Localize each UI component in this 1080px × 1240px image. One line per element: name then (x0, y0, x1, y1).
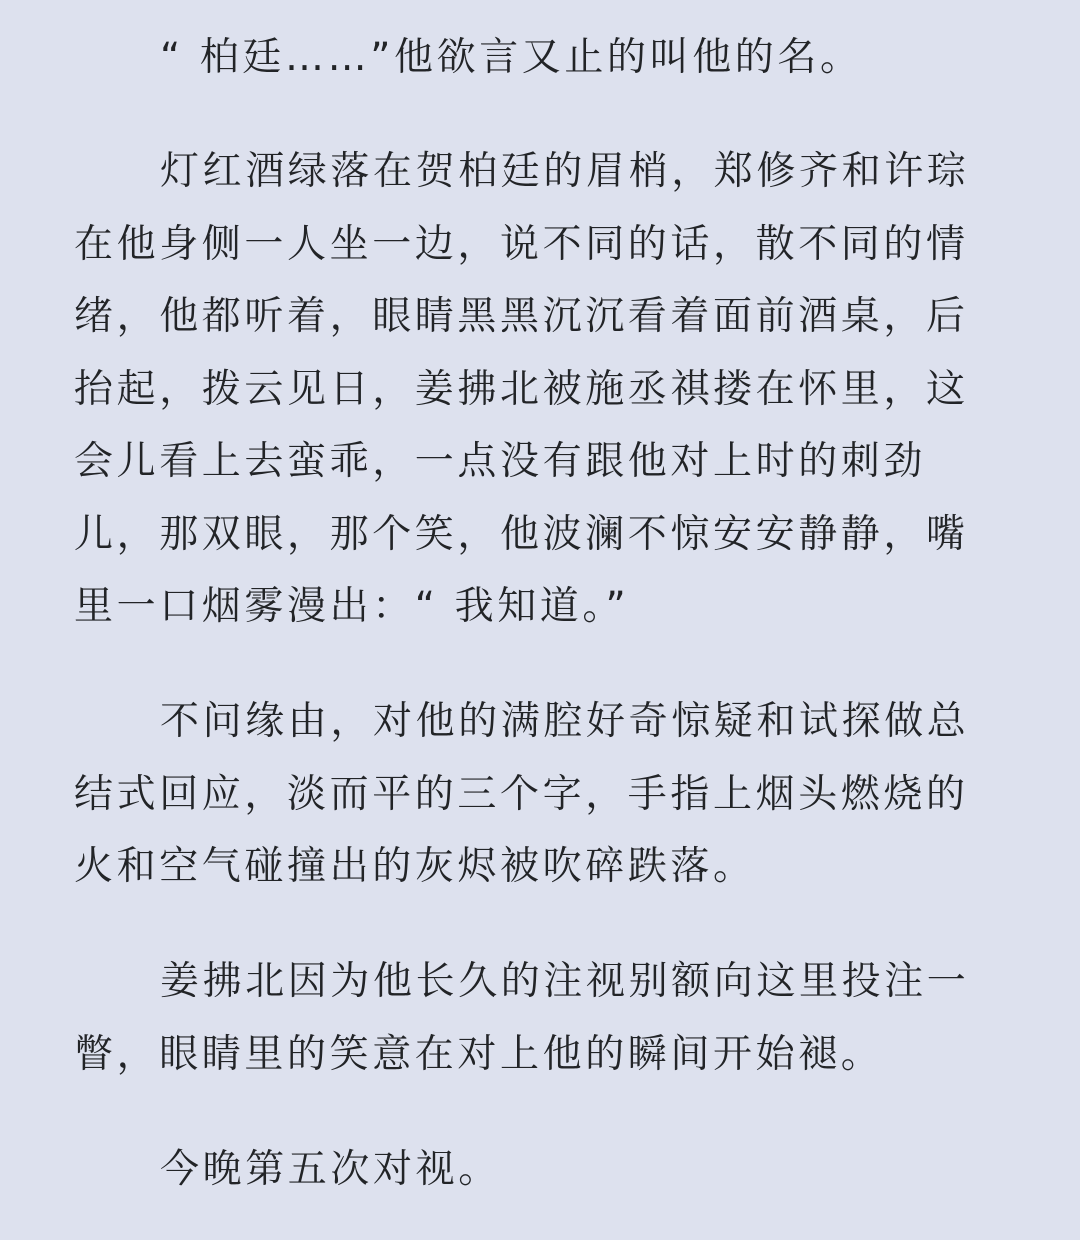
paragraph-bar-scene: 灯红酒绿落在贺柏廷的眉梢，郑修齐和许琮在他身侧一人坐一边，说不同的话，散不同的情绪，他都听着，眼睛黑黑沉沉看着面前酒桌，后抬起，拨云见日，姜拂北被施丞祺搂在怀里，这会儿看上去蛮乖，一点没有跟他对上时的刺劲儿，那双眼，那个笑，他波澜不惊安安静静，嘴里一口烟雾漫出：“ 我知道。” (74, 149, 970, 629)
paragraph-response: 不问缘由，对他的满腔好奇惊疑和试探做总结式回应，淡而平的三个字，手指上烟头燃烧的火和空气碰撞出的灰烬被吹碎跌落。 (74, 699, 970, 889)
paragraph-glance: 姜拂北因为他长久的注视别额向这里投注一瞥，眼睛里的笑意在对上他的瞬间开始褪。 (74, 959, 970, 1077)
paragraph-dialogue-name: “ 柏廷……”他欲言又止的叫他的名。 (160, 35, 863, 80)
paragraph-fifth-look: 今晚第五次对视。 (160, 1147, 501, 1192)
